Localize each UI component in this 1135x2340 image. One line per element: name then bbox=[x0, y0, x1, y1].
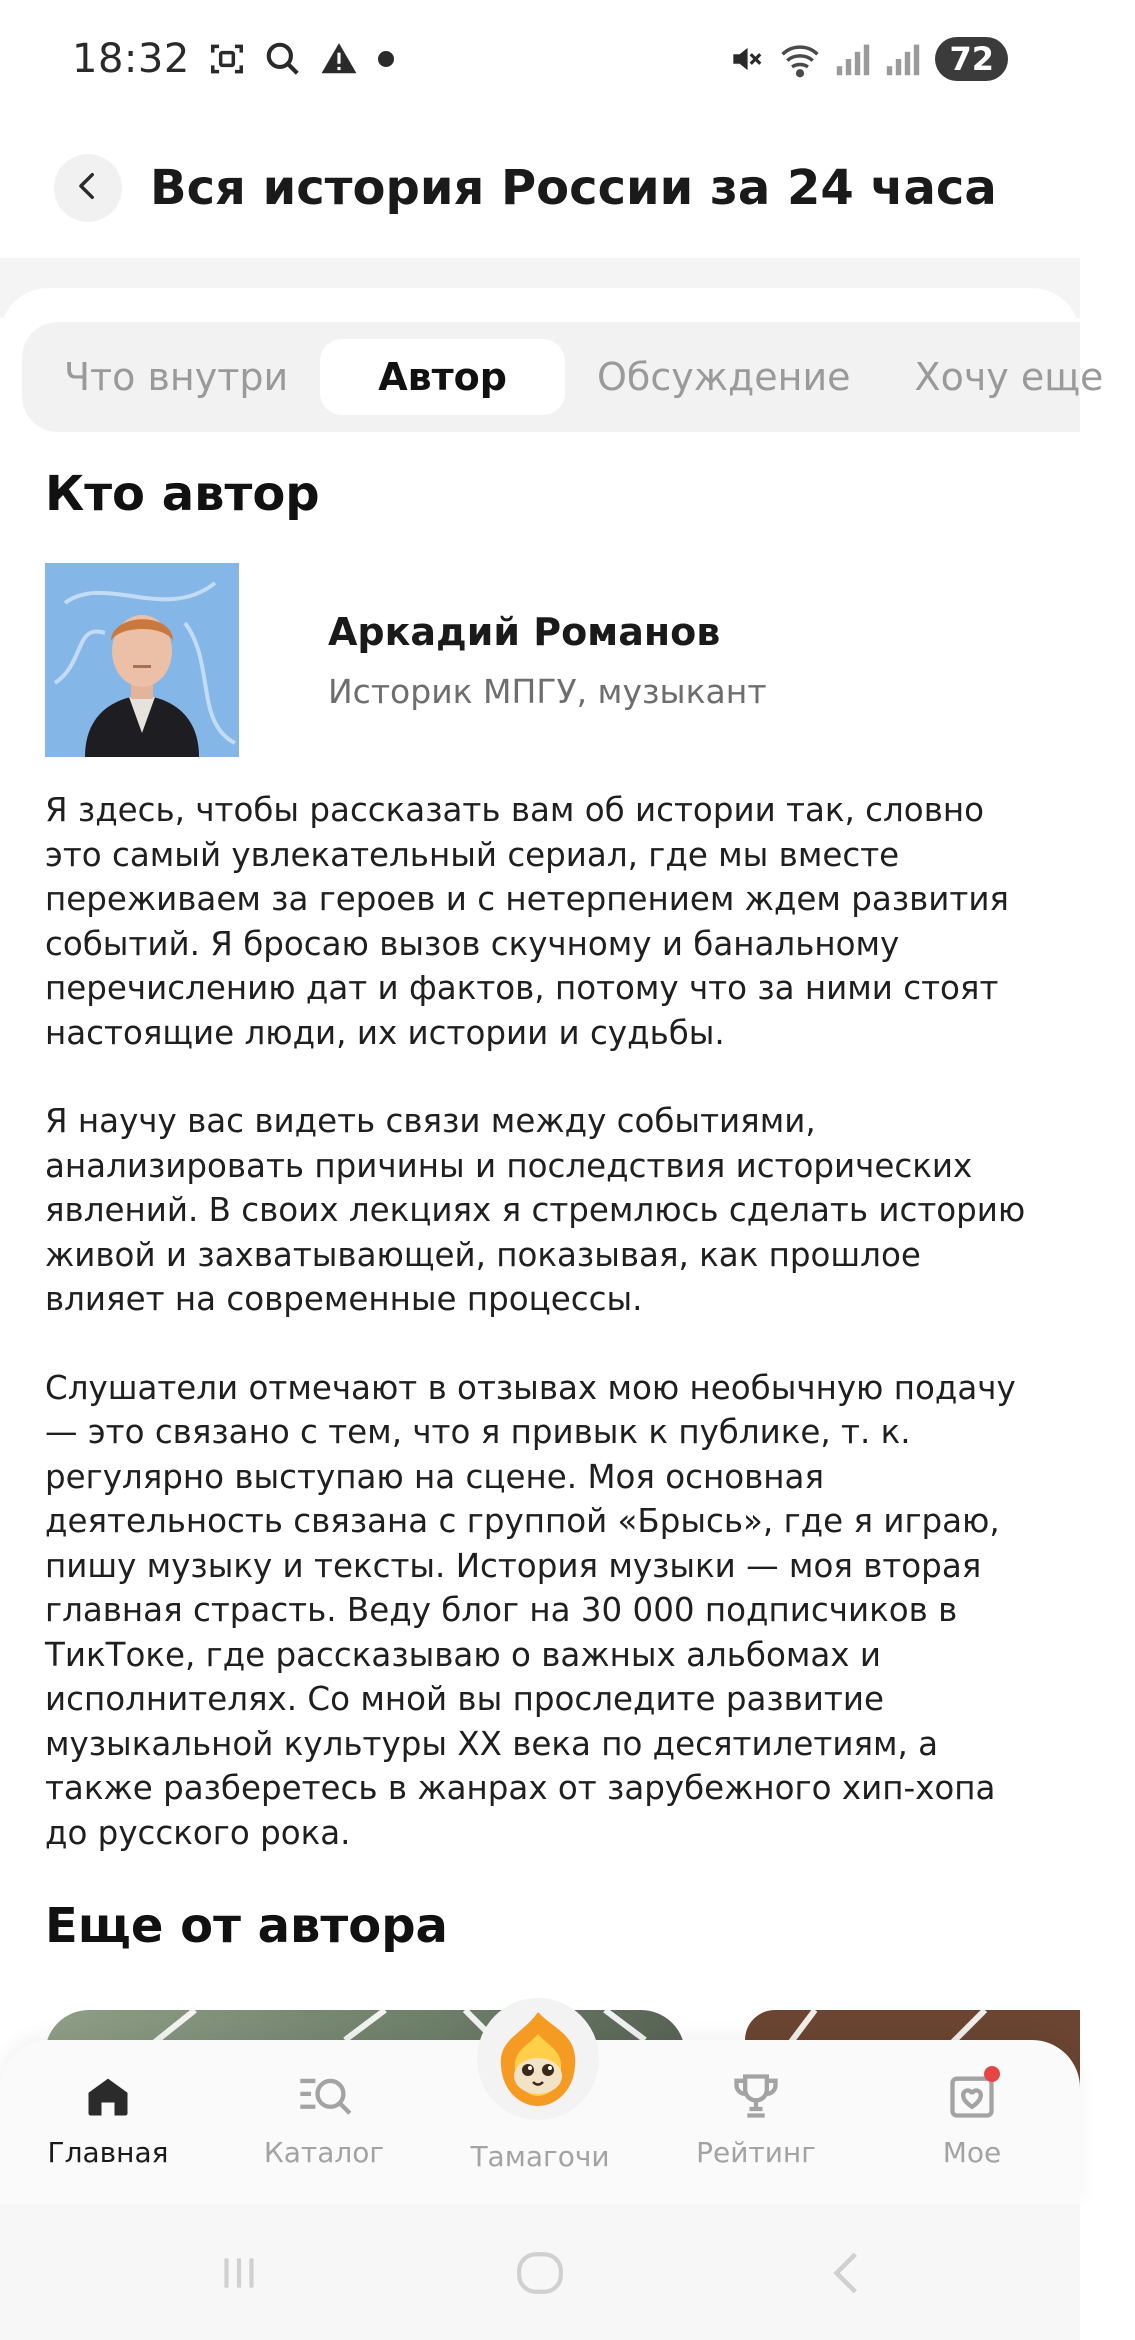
bio-paragraph: Слушатели отмечают в отзывах мою необычную подачу — это связано с тем, что я привык к публике, т. к. регулярно выступаю на сцене. Моя основная деятельность связана с группой «Брысь», где я играю, пишу музыку и тексты. История музыки — моя вторая главная страсть. Веду блог на 30 000 подписчиков в ТикТоке, где рассказываю о важных альбомах и исполнителях. Со мной вы проследите развитие музыкальной культуры XX века по десятилетиям, а также разберетесь в жанрах от зарубежного хип-хопа до русского рока. bbox=[45, 1368, 1016, 1852]
nav-tamagotchi[interactable] bbox=[432, 2130, 648, 2173]
bio-paragraph: Я здесь, чтобы рассказать вам об истории так, словно это самый увлекательный сериал, где мы вместе переживаем за героев и с нетерпением ждем развития событий. Я бросаю вызов скучному и банальному перечислению дат и фактов, потому что за ними стоят настоящие люди, их истории и судьбы. bbox=[45, 791, 1009, 1052]
home-circle-icon[interactable] bbox=[512, 2248, 568, 2302]
catalog-search-icon bbox=[296, 2070, 352, 2126]
tab-author[interactable]: Автор bbox=[320, 339, 565, 415]
back-icon[interactable] bbox=[822, 2248, 872, 2302]
system-navigation-bar bbox=[0, 2204, 1080, 2340]
signal-icon bbox=[835, 40, 871, 78]
home-icon bbox=[82, 2070, 134, 2126]
tab-want-more[interactable]: Хочу еще bbox=[914, 355, 1104, 399]
wifi-icon bbox=[779, 40, 821, 78]
author-role: Историк МПГУ, музыкант bbox=[328, 671, 767, 711]
nav-label: Главная bbox=[47, 2136, 169, 2169]
nav-label: Рейтинг bbox=[696, 2136, 816, 2169]
battery-indicator: 72 bbox=[935, 37, 1008, 81]
mute-icon bbox=[727, 40, 765, 78]
nav-rating[interactable] bbox=[648, 2070, 864, 2169]
status-bar bbox=[0, 0, 1080, 118]
tab-inside[interactable]: Что внутри bbox=[64, 355, 289, 399]
signal-icon-2 bbox=[885, 40, 921, 78]
back-button[interactable] bbox=[54, 154, 122, 222]
status-time: 18:32 bbox=[72, 36, 190, 82]
nav-label: Каталог bbox=[263, 2136, 385, 2169]
author-info bbox=[328, 610, 767, 711]
recent-apps-icon[interactable] bbox=[214, 2248, 264, 2302]
chevron-left-icon bbox=[71, 169, 105, 207]
trophy-icon bbox=[730, 2070, 782, 2126]
nav-label: Тамагочи bbox=[470, 2140, 610, 2173]
dot-icon bbox=[376, 49, 396, 69]
nav-label: Мое bbox=[942, 2136, 1002, 2169]
tab-discussion[interactable]: Обсуждение bbox=[597, 355, 851, 399]
nav-catalog[interactable] bbox=[216, 2070, 432, 2169]
author-name: Аркадий Романов bbox=[328, 609, 721, 654]
author-bio bbox=[45, 788, 1045, 1899]
notification-dot bbox=[984, 2066, 1000, 2082]
warning-icon bbox=[320, 40, 358, 78]
mascot-icon[interactable] bbox=[477, 1998, 599, 2120]
page-title: Вся история России за 24 часа bbox=[150, 160, 997, 216]
nav-home[interactable] bbox=[0, 2070, 216, 2169]
screenshot-icon bbox=[208, 40, 246, 78]
avatar bbox=[45, 563, 239, 757]
bio-paragraph: Я научу вас видеть связи между событиями, анализировать причины и последствия исторических явлений. В своих лекциях я стремлюсь сделать историю живой и захватывающей, показывая, как прошлое влияет на современные процессы. bbox=[45, 1102, 1026, 1318]
search-icon bbox=[264, 40, 302, 78]
nav-mine[interactable] bbox=[864, 2070, 1080, 2169]
tab-bar bbox=[22, 322, 1104, 432]
author-section-title: Кто автор bbox=[45, 466, 320, 522]
more-from-author-title: Еще от автора bbox=[45, 1898, 448, 1954]
app-header bbox=[0, 118, 1080, 258]
author-card bbox=[45, 563, 767, 757]
heart-box-icon bbox=[946, 2070, 998, 2126]
